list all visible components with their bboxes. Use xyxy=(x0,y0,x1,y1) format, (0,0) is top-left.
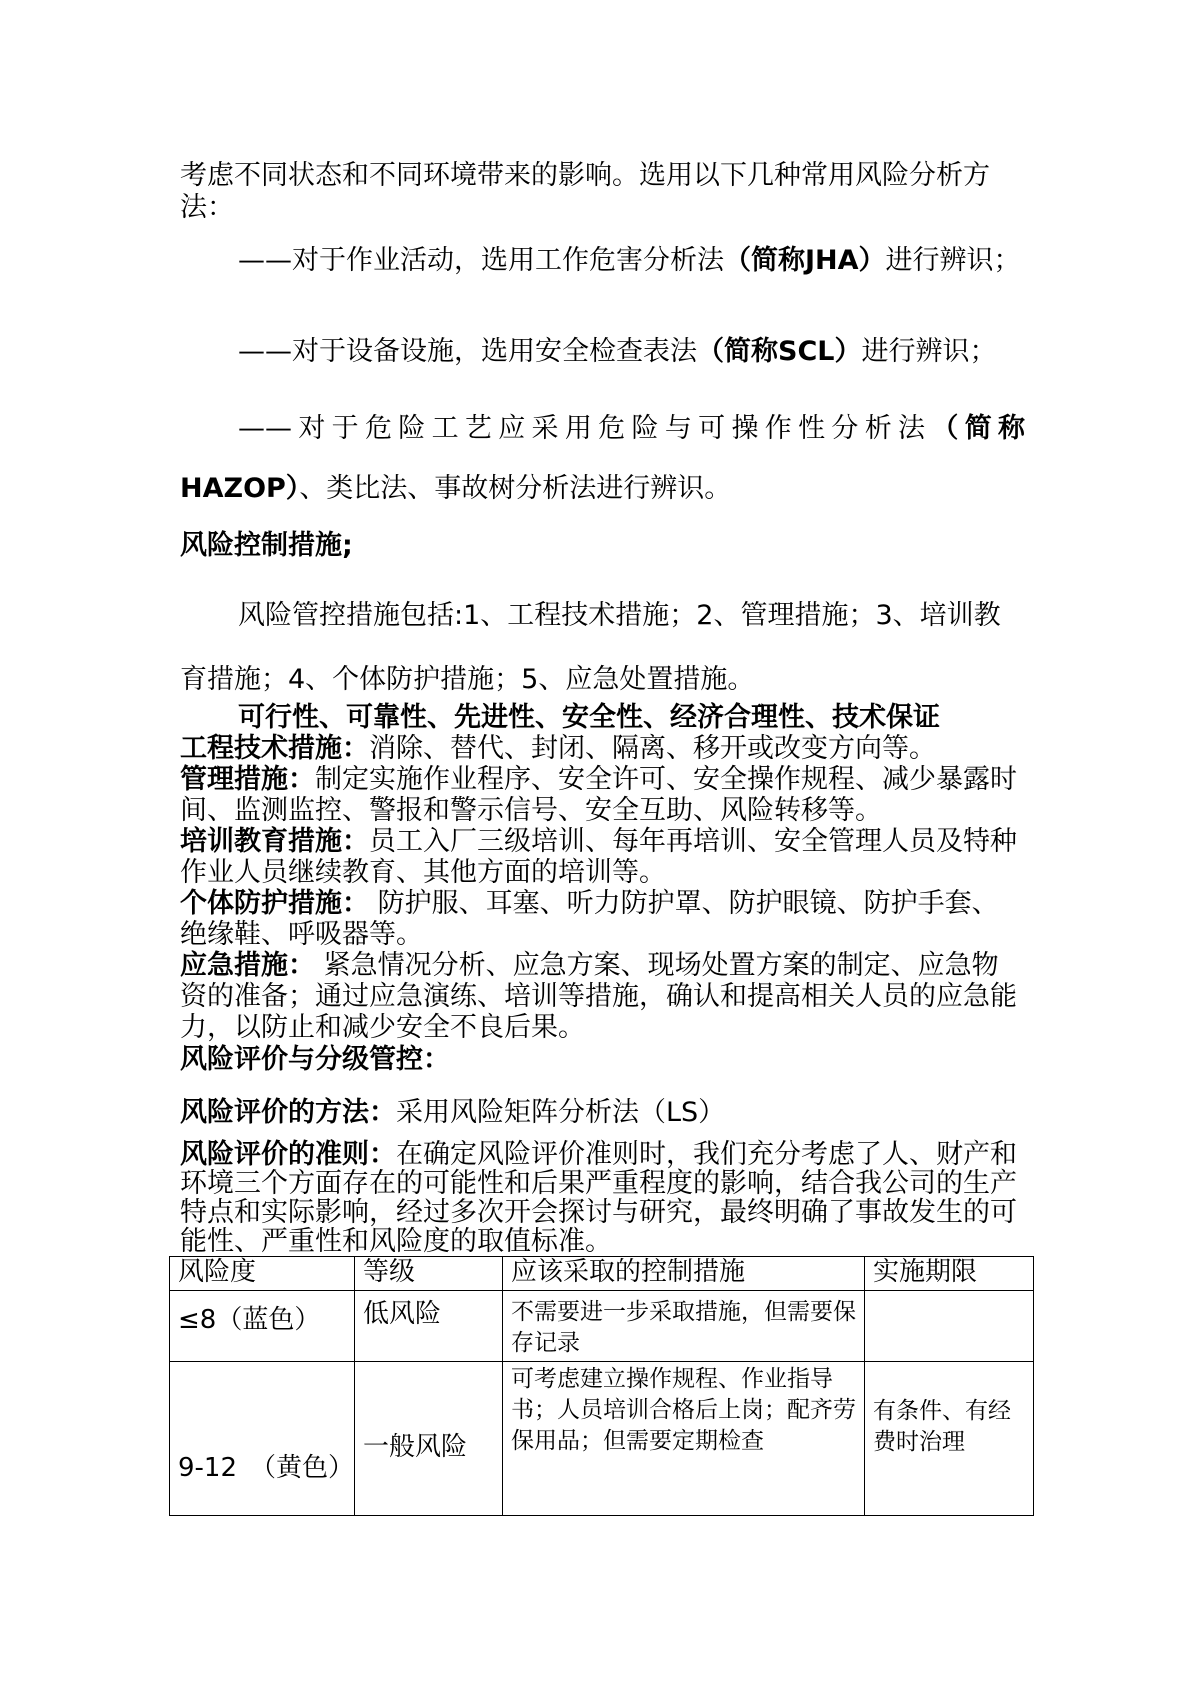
control-summary: 风险管控措施包括:1、工程技术措施；2、管理措施；3、培训教育措施；4、个体防护措施；5、应急处置措施。 xyxy=(180,600,1001,695)
row-period: 有条件、有经费时治理 xyxy=(865,1362,1034,1516)
evaluation-heading: 风险评价与分级管控： xyxy=(180,1044,450,1075)
table-header-row xyxy=(170,1257,1034,1291)
measure-management xyxy=(180,764,1025,826)
method-hazop xyxy=(180,399,1025,519)
control-heading: 风险控制措施; xyxy=(180,530,353,561)
method-jha-pre: ——对于作业活动，选用工作危害分析法 xyxy=(238,245,724,276)
method-jha xyxy=(180,240,1025,282)
measure-ppe xyxy=(180,888,1025,950)
method-jha-post: 进行辨识； xyxy=(885,245,1021,276)
row-level: 低风险 xyxy=(355,1291,503,1362)
method-scl-pre: ——对于设备设施，选用安全检查表法 xyxy=(238,336,697,367)
method-hazop-pre: ——对于危险工艺应采用危险与可操作性分析法 xyxy=(238,413,932,444)
method-hazop-post: 、类比法、事故树分析法进行辨识。 xyxy=(299,473,732,504)
row-degree: ≤8（蓝色） xyxy=(170,1291,355,1362)
measure-engineering-label: 工程技术措施： xyxy=(180,733,369,764)
measure-management-label: 管理措施： xyxy=(180,764,315,795)
measure-training-label: 培训教育措施： xyxy=(180,826,369,857)
evaluation-method xyxy=(180,1097,1025,1129)
measure-ppe-label: 个体防护措施： xyxy=(180,888,369,919)
control-principles: 可行性、可靠性、先进性、安全性、经济合理性、技术保证 xyxy=(238,702,940,733)
row-measure: 不需要进一步采取措施，但需要保存记录 xyxy=(503,1291,865,1362)
risk-level-table xyxy=(169,1256,1034,1516)
evaluation-criteria-text: 在确定风险评价准则时，我们充分考虑了人、财产和环境三个方面存在的可能性和后果严重程度的影响，结合我公司的生产特点和实际影响，经过多次开会探讨与研究，最终明确了事故发生的可能性、严重性和风险度的取值标准。 xyxy=(180,1139,1017,1257)
method-jha-abbr: （简称JHA） xyxy=(724,245,886,276)
measure-engineering-text: 消除、替代、封闭、隔离、移开或改变方向等。 xyxy=(369,733,936,764)
measure-management-text: 制定实施作业程序、安全许可、安全操作规程、减少暴露时间、监测监控、警报和警示信号、安全互助、风险转移等。 xyxy=(180,764,1017,826)
measure-engineering xyxy=(180,733,1025,764)
evaluation-method-label: 风险评价的方法： xyxy=(180,1097,396,1128)
header-level: 等级 xyxy=(355,1257,503,1291)
row-period xyxy=(865,1291,1034,1362)
evaluation-method-text: 采用风险矩阵分析法（LS） xyxy=(396,1097,726,1128)
table-row xyxy=(170,1291,1034,1362)
row-level: 一般风险 xyxy=(355,1362,503,1516)
method-scl-post: 进行辨识； xyxy=(861,336,997,367)
control-measures-list xyxy=(180,733,1025,1043)
table-row xyxy=(170,1362,1034,1516)
measure-emergency xyxy=(180,950,1025,1043)
header-risk-degree: 风险度 xyxy=(170,1257,355,1291)
header-period: 实施期限 xyxy=(865,1257,1034,1291)
intro-paragraph: 考虑不同状态和不同环境带来的影响。选用以下几种常用风险分析方法： xyxy=(180,160,990,223)
measure-training-text: 员工入厂三级培训、每年再培训、安全管理人员及特种作业人员继续教育、其他方面的培训等。 xyxy=(180,826,1017,888)
measure-emergency-label: 应急措施： xyxy=(180,950,315,981)
measure-training xyxy=(180,826,1025,888)
method-scl-abbr: （简称SCL） xyxy=(697,336,862,367)
evaluation-criteria-label: 风险评价的准则： xyxy=(180,1139,396,1170)
row-degree: 9-12 （黄色） xyxy=(170,1362,355,1516)
method-hazop-abbr: （简称HAZOP） xyxy=(180,413,1026,504)
evaluation-criteria xyxy=(180,1140,1025,1256)
method-scl xyxy=(180,336,1025,368)
row-measure: 可考虑建立操作规程、作业指导书；人员培训合格后上岗；配齐劳保用品；但需要定期检查 xyxy=(503,1362,865,1516)
measure-ppe-text: 防护服、耳塞、听力防护罩、防护眼镜、防护手套、绝缘鞋、呼吸器等。 xyxy=(180,888,999,950)
measure-emergency-text: 紧急情况分析、应急方案、现场处置方案的制定、应急物资的准备；通过应急演练、培训等措施，确认和提高相关人员的应急能力，以防止和减少安全不良后果。 xyxy=(180,950,1017,1043)
header-control-measures: 应该采取的控制措施 xyxy=(503,1257,865,1291)
